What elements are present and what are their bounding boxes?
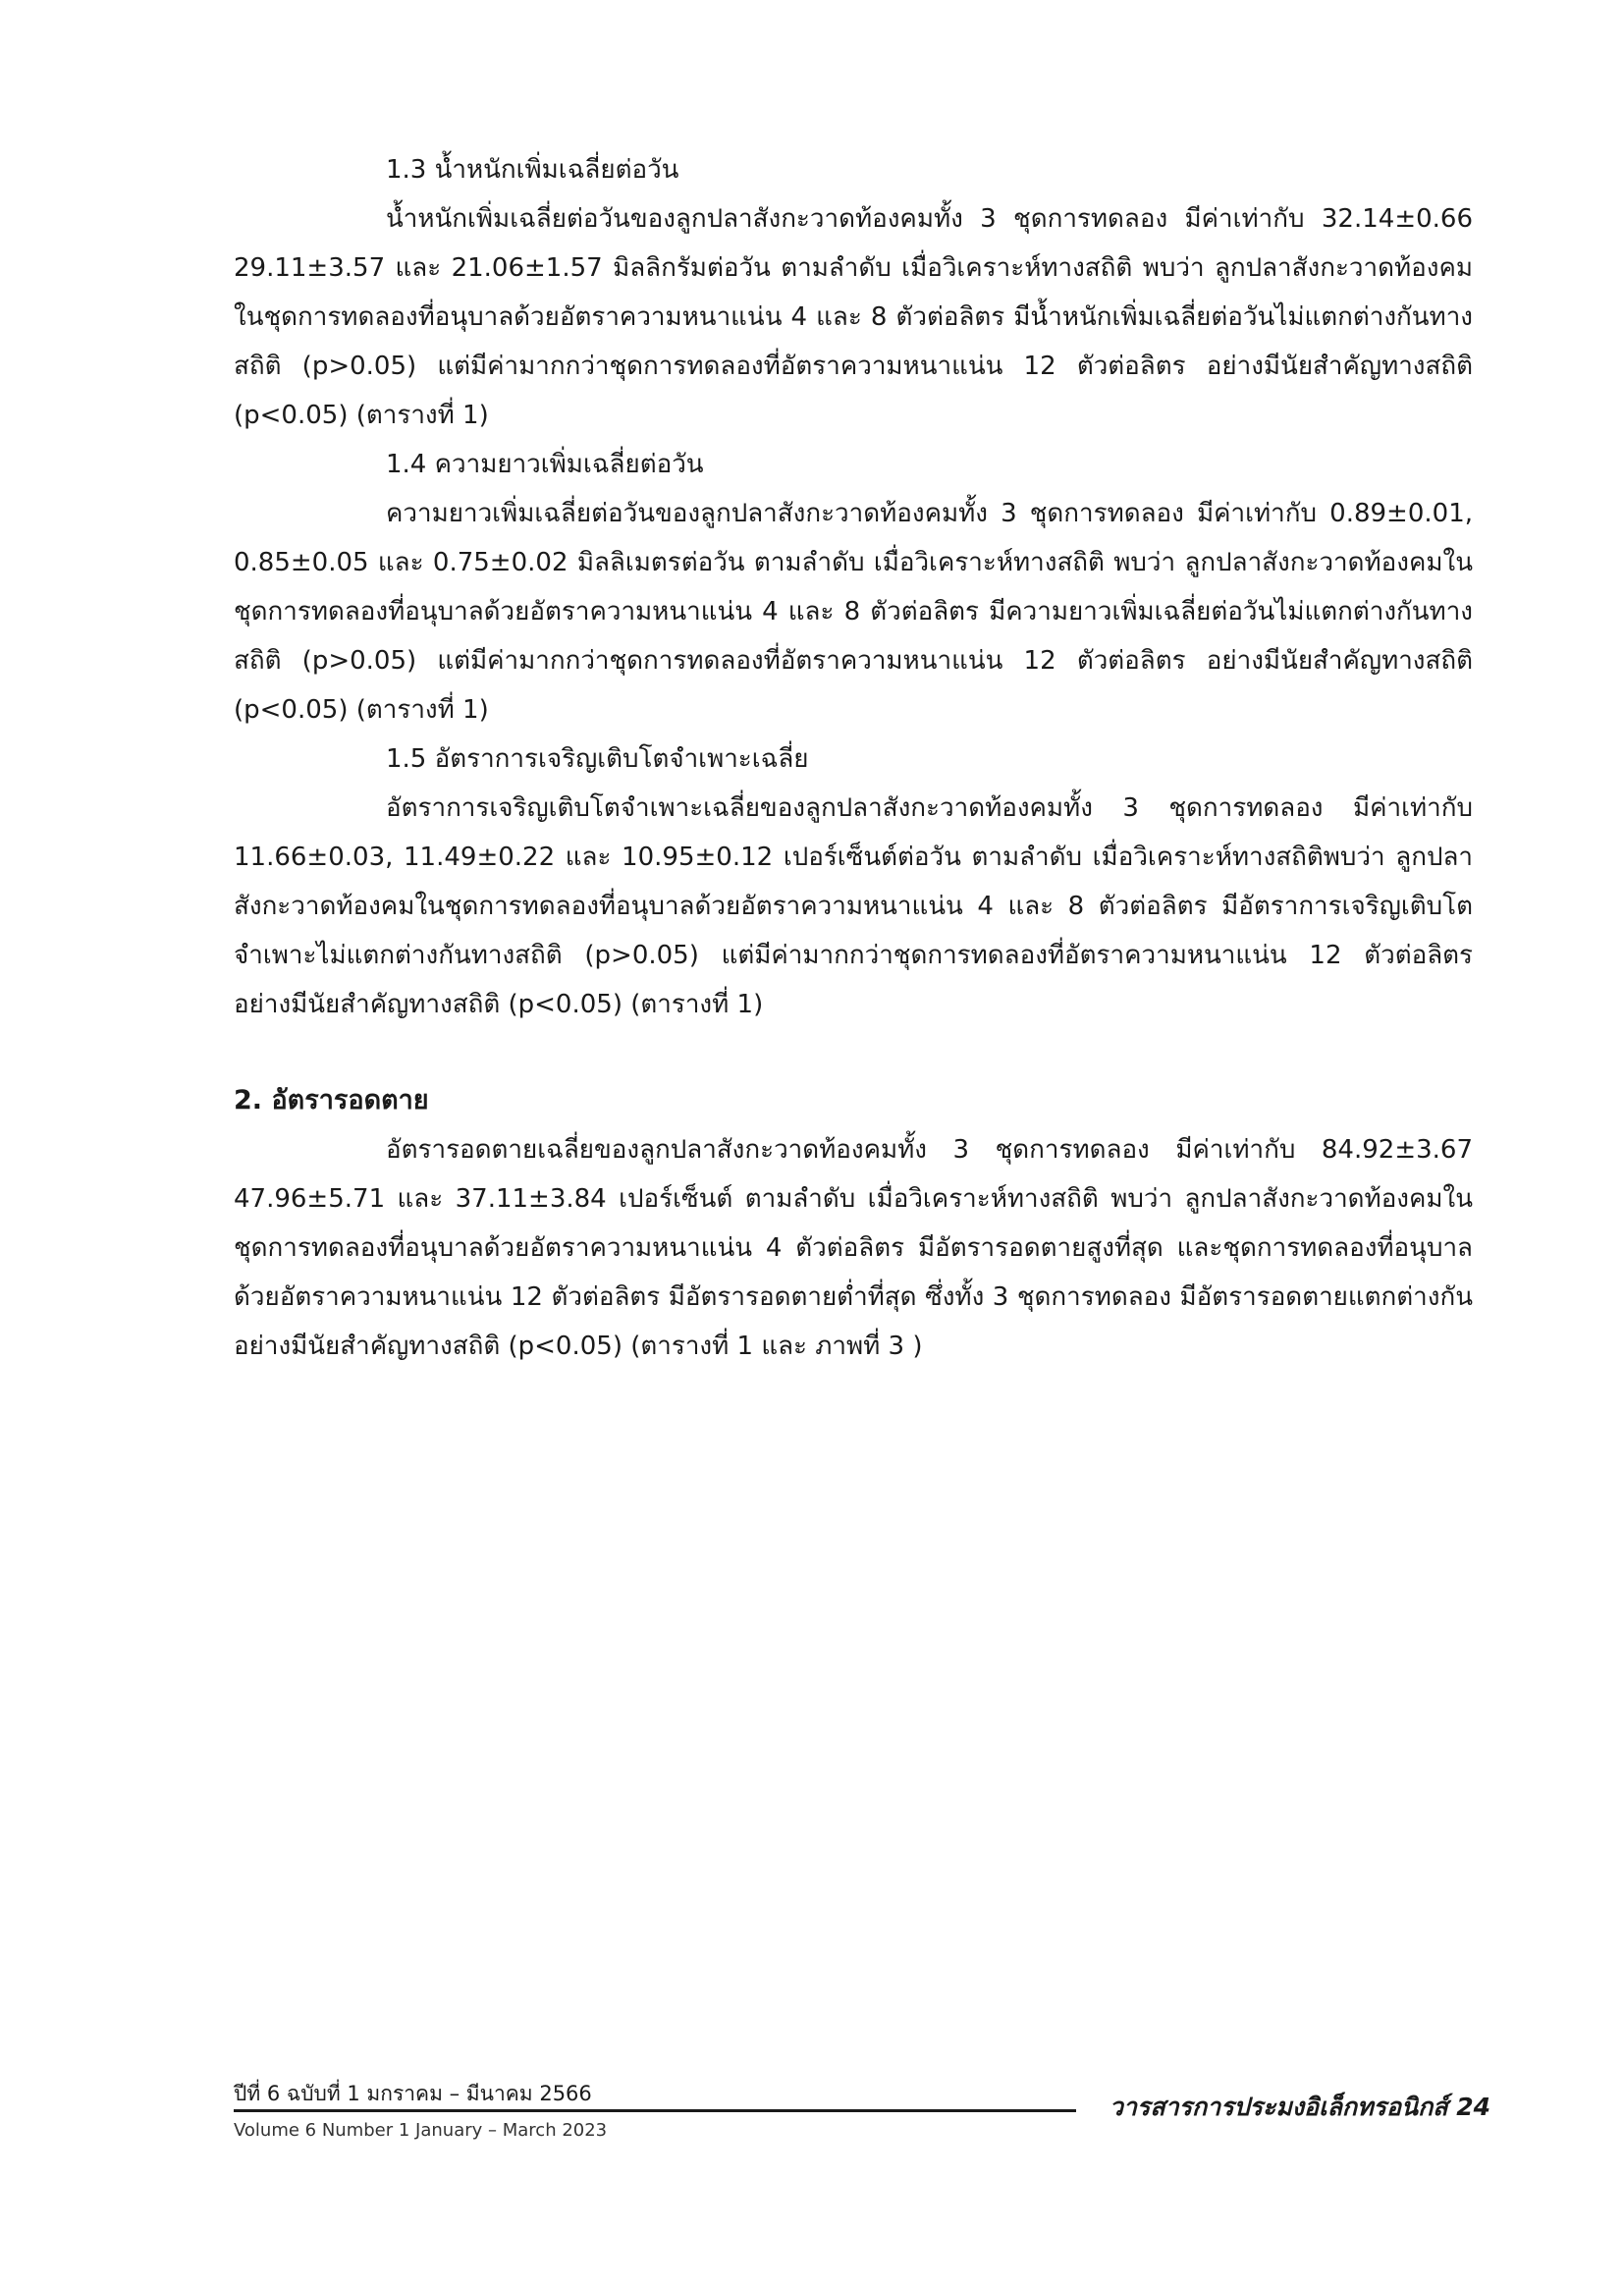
footer-page-number: 24 <box>1456 2093 1490 2121</box>
paragraph-survival-rate: อัตรารอดตายเฉลี่ยของลูกปลาสังกะวาดท้องคมทั้ง 3 ชุดการทดลอง มีค่าเท่ากับ 84.92±3.67 47.96±5.71 และ 37.11±3.84 เปอร์เซ็นต์ ตามลำดับ เมื่อวิเคราะห์ทางสถิติ พบว่า ลูกปลาสังกะวาดท้องคมในชุดการทดลองที่อนุบาลด้วยอัตราความหนาแน่น 4 ตัวต่อลิตร มีอัตรารอดตายสูงที่สุด และชุดการทดลองที่อนุบาลด้วยอัตราความหนาแน่น 12 ตัวต่อลิตร มีอัตรารอดตายต่ำที่สุด ซึ่งทั้ง 3 ชุดการทดลอง มีอัตรารอดตายแตกต่างกันอย่างมีนัยสำคัญทางสถิติ (p<0.05) (ตารางที่ 1 และ ภาพที่ 3 ) <box>234 1135 1473 1361</box>
footer-divider <box>234 2109 1076 2112</box>
paragraph-daily-length-gain: ความยาวเพิ่มเฉลี่ยต่อวันของลูกปลาสังกะวาดท้องคมทั้ง 3 ชุดการทดลอง มีค่าเท่ากับ 0.89±0.01, 0.85±0.05 และ 0.75±0.02 มิลลิเมตรต่อวัน ตามลำดับ เมื่อวิเคราะห์ทางสถิติ พบว่า ลูกปลาสังกะวาดท้องคมในชุดการทดลองที่อนุบาลด้วยอัตราความหนาแน่น 4 และ 8 ตัวต่อลิตร มีความยาวเพิ่มเฉลี่ยต่อวันไม่แตกต่างกันทางสถิติ (p>0.05) แต่มีค่ามากกว่าชุดการทดลองที่อัตราความหนาแน่น 12 ตัวต่อลิตร อย่างมีนัยสำคัญทางสถิติ (p<0.05) (ตารางที่ 1) <box>234 499 1473 725</box>
subsection-heading-1-3: 1.3 น้ำหนักเพิ่มเฉลี่ยต่อวัน <box>386 155 679 185</box>
page-content <box>234 145 1473 1371</box>
page-footer <box>234 2082 1490 2154</box>
section-heading-survival-rate: 2. อัตรารอดตาย <box>234 1085 429 1116</box>
footer-journal <box>1110 2092 1490 2123</box>
subsection-heading-1-4: 1.4 ความยาวเพิ่มเฉลี่ยต่อวัน <box>386 450 704 479</box>
footer-issue-english: Volume 6 Number 1 January – March 2023 <box>234 2120 608 2141</box>
subsection-heading-1-5: 1.5 อัตราการเจริญเติบโตจำเพาะเฉลี่ย <box>386 744 809 774</box>
paragraph-daily-weight-gain: น้ำหนักเพิ่มเฉลี่ยต่อวันของลูกปลาสังกะวาดท้องคมทั้ง 3 ชุดการทดลอง มีค่าเท่ากับ 32.14±0.66 29.11±3.57 และ 21.06±1.57 มิลลิกรัมต่อวัน ตามลำดับ เมื่อวิเคราะห์ทางสถิติ พบว่า ลูกปลาสังกะวาดท้องคม ในชุดการทดลองที่อนุบาลด้วยอัตราความหนาแน่น 4 และ 8 ตัวต่อลิตร มีน้ำหนักเพิ่มเฉลี่ยต่อวันไม่แตกต่างกันทางสถิติ (p>0.05) แต่มีค่ามากกว่าชุดการทดลองที่อัตราความหนาแน่น 12 ตัวต่อลิตร อย่างมีนัยสำคัญทางสถิติ (p<0.05) (ตารางที่ 1) <box>234 204 1473 430</box>
paragraph-specific-growth-rate: อัตราการเจริญเติบโตจำเพาะเฉลี่ยของลูกปลาสังกะวาดท้องคมทั้ง 3 ชุดการทดลอง มีค่าเท่ากับ 11.66±0.03, 11.49±0.22 และ 10.95±0.12 เปอร์เซ็นต์ต่อวัน ตามลำดับ เมื่อวิเคราะห์ทางสถิติพบว่า ลูกปลาสังกะวาดท้องคมในชุดการทดลองที่อนุบาลด้วยอัตราความหนาแน่น 4 และ 8 ตัวต่อลิตร มีอัตราการเจริญเติบโตจำเพาะไม่แตกต่างกันทางสถิติ (p>0.05) แต่มีค่ามากกว่าชุดการทดลองที่อัตราความหนาแน่น 12 ตัวต่อลิตร อย่างมีนัยสำคัญทางสถิติ (p<0.05) (ตารางที่ 1) <box>234 793 1473 1019</box>
footer-journal-name: วารสารการประมงอิเล็กทรอนิกส์ <box>1109 2093 1448 2121</box>
footer-issue-thai: ปีที่ 6 ฉบับที่ 1 มกราคม – มีนาคม 2566 <box>234 2082 592 2105</box>
